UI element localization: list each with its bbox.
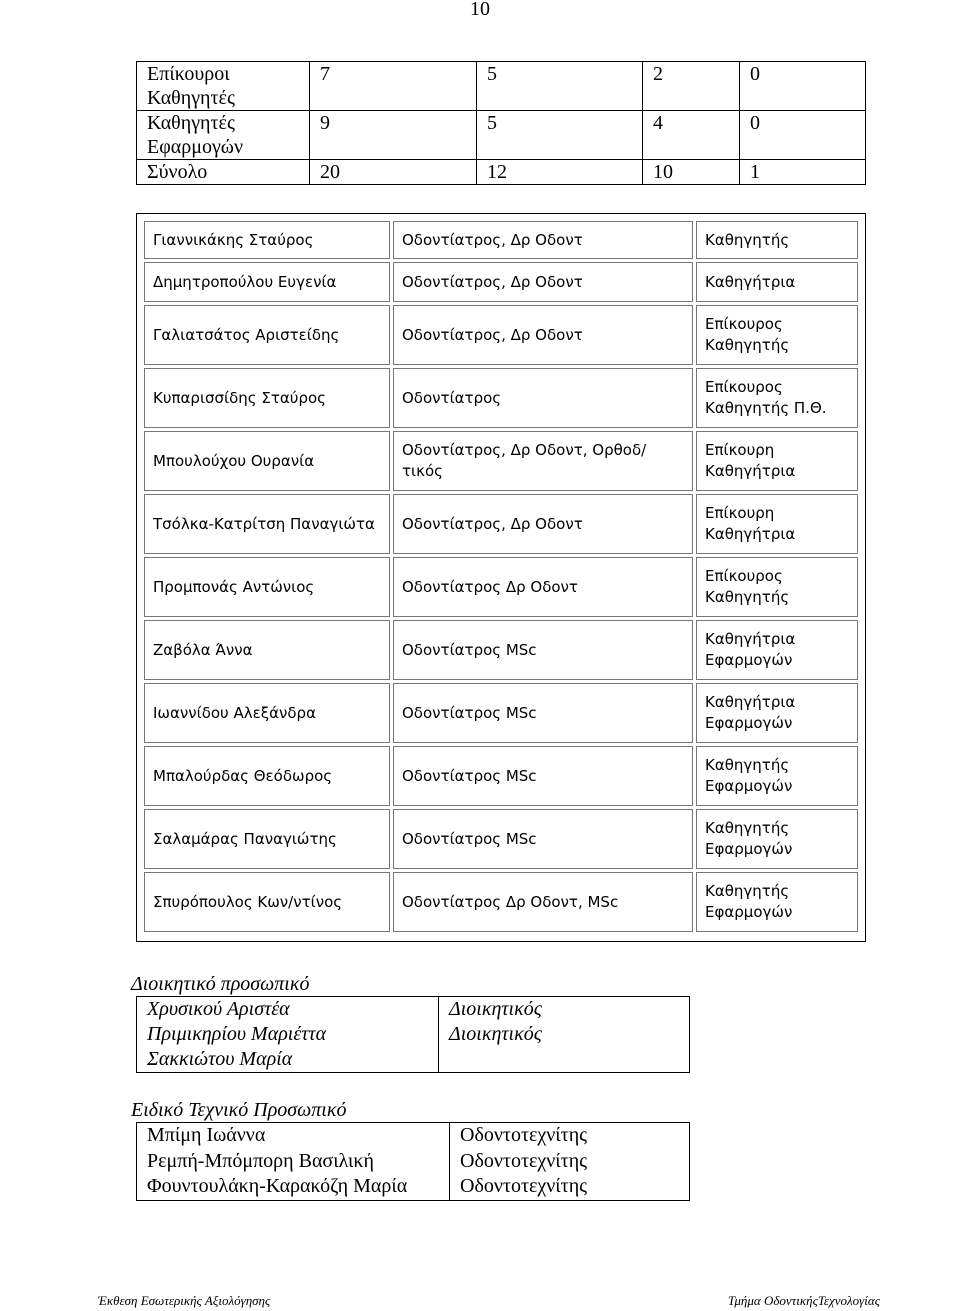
faculty-rank-line: Επίκουρη [705, 504, 775, 522]
faculty-rank-line: Επίκουρος [705, 315, 783, 333]
faculty-rank [696, 221, 858, 259]
faculty-rank-line: Επίκουρος [705, 378, 783, 396]
admin-staff-table [136, 996, 690, 1073]
faculty-name: Ζαβόλα Άννα [144, 620, 390, 680]
faculty-rank [696, 431, 858, 491]
table-row [137, 111, 866, 160]
faculty-rank-line: Καθηγήτρια [705, 272, 796, 291]
faculty-table [141, 218, 861, 935]
faculty-name: Κυπαρισσίδης Σταύρος [144, 368, 390, 428]
faculty-degree: Οδοντίατρος MSc [393, 620, 693, 680]
table-cell: 20 [310, 160, 477, 185]
table-cell: 12 [477, 160, 643, 185]
table-cell: 5 [477, 111, 643, 160]
faculty-rank [696, 683, 858, 743]
table-row [144, 620, 858, 680]
faculty-rank-line: Εφαρμογών [705, 840, 793, 858]
faculty-rank-line: Καθηγητής [705, 882, 790, 900]
table-row [137, 1123, 690, 1201]
faculty-rank [696, 368, 858, 428]
staff-role: Οδοντοτεχνίτης [460, 1175, 588, 1197]
staff-role: Διοικητικός [449, 998, 542, 1020]
table-row [144, 683, 858, 743]
faculty-degree: Οδοντίατρος, Δρ Οδοντ [393, 494, 693, 554]
table-row [144, 809, 858, 869]
table-row [144, 305, 858, 365]
table-cell: 9 [310, 111, 477, 160]
faculty-rank [696, 746, 858, 806]
faculty-name: Μπουλούχου Ουρανία [144, 431, 390, 491]
table-row [144, 431, 858, 491]
faculty-rank-line: Καθηγητής [705, 756, 790, 774]
staff-name: Σακκιώτου Μαρία [147, 1048, 293, 1070]
faculty-degree: Οδοντίατρος, Δρ Οδοντ, Ορθοδ/τικός [393, 431, 693, 491]
staff-roles-cell [450, 1123, 690, 1201]
technical-staff-table [136, 1122, 690, 1201]
faculty-degree: Οδοντίατρος Δρ Οδοντ [393, 557, 693, 617]
faculty-rank [696, 305, 858, 365]
table-cell: 2 [643, 62, 740, 111]
faculty-name: Ιωαννίδου Αλεξάνδρα [144, 683, 390, 743]
row-label-line: Καθηγητές [147, 87, 235, 109]
table-row [144, 262, 858, 302]
faculty-rank [696, 262, 858, 302]
faculty-rank-line: Εφαρμογών [705, 714, 793, 732]
row-label-line: Καθηγητές [147, 112, 235, 134]
table-row [144, 494, 858, 554]
table-cell: 1 [740, 160, 866, 185]
staff-role: Οδοντοτεχνίτης [460, 1124, 588, 1146]
faculty-name: Γαλιατσάτος Αριστείδης [144, 305, 390, 365]
row-label: Σύνολο [137, 160, 310, 185]
faculty-name: Τσόλκα-Κατρίτση Παναγιώτα [144, 494, 390, 554]
faculty-rank-line: Επίκουρος [705, 567, 783, 585]
staff-role: Οδοντοτεχνίτης [460, 1149, 588, 1172]
faculty-rank-line: Καθηγήτρια [705, 630, 796, 648]
faculty-name: Μπαλούρδας Θεόδωρος [144, 746, 390, 806]
row-label [137, 62, 310, 111]
staff-counts-table [136, 61, 866, 185]
faculty-degree: Οδοντίατρος MSc [393, 683, 693, 743]
staff-name: Μπίμη Ιωάννα [147, 1124, 266, 1146]
faculty-name: Σπυρόπουλος Κων/ντίνος [144, 872, 390, 932]
faculty-rank [696, 872, 858, 932]
faculty-degree: Οδοντίατρος, Δρ Οδοντ [393, 305, 693, 365]
table-cell: 4 [643, 111, 740, 160]
staff-name: Φουντουλάκη-Καρακόζη Μαρία [147, 1175, 408, 1197]
faculty-rank-line: Καθηγήτρια [705, 693, 796, 711]
faculty-degree: Οδοντίατρος, Δρ Οδοντ [393, 221, 693, 259]
faculty-name: Προμπονάς Αντώνιος [144, 557, 390, 617]
faculty-rank-line: Καθηγητής [705, 230, 790, 249]
staff-name: Ρεμπή-Μπόμπορη Βασιλική [147, 1149, 374, 1172]
table-row [137, 997, 690, 1073]
table-row [144, 746, 858, 806]
faculty-degree: Οδοντίατρος MSc [393, 809, 693, 869]
faculty-rank [696, 557, 858, 617]
row-label-line: Εφαρμογών [147, 136, 243, 158]
faculty-degree: Οδοντίατρος [393, 368, 693, 428]
faculty-name: Γιαννικάκης Σταύρος [144, 221, 390, 259]
faculty-rank-line: Εφαρμογών [705, 903, 793, 921]
footer-left: Έκθεση Εσωτερικής Αξιολόγησης [98, 1293, 271, 1308]
staff-names-cell [137, 1123, 450, 1201]
footer-right: Τμήμα ΟδοντικήςΤεχνολογίας [727, 1293, 880, 1308]
table-row [144, 221, 858, 259]
table-cell: 5 [477, 62, 643, 111]
page-number: 10 [470, 0, 490, 20]
table-cell: 0 [740, 111, 866, 160]
table-cell: 7 [310, 62, 477, 111]
table-cell: 0 [740, 62, 866, 111]
faculty-rank [696, 494, 858, 554]
faculty-name: Δημητροπούλου Ευγενία [144, 262, 390, 302]
table-row [137, 160, 866, 185]
faculty-rank-line: Εφαρμογών [705, 651, 793, 669]
table-row [137, 62, 866, 111]
faculty-rank-line: Καθηγητής [705, 588, 790, 606]
staff-name: Πριμικηρίου Μαριέττα [147, 1023, 327, 1045]
faculty-degree: Οδοντίατρος MSc [393, 746, 693, 806]
table-row [144, 557, 858, 617]
faculty-degree: Οδοντίατρος, Δρ Οδοντ [393, 262, 693, 302]
faculty-rank-line: Καθηγήτρια [705, 462, 796, 480]
faculty-degree: Οδοντίατρος Δρ Οδοντ, MSc [393, 872, 693, 932]
faculty-rank-line: Επίκουρη [705, 441, 775, 459]
table-row [144, 368, 858, 428]
admin-staff-title: Διοικητικό προσωπικό [131, 973, 310, 995]
faculty-rank [696, 809, 858, 869]
table-row [144, 872, 858, 932]
staff-role: Διοικητικός [449, 1023, 542, 1045]
faculty-table-frame [136, 213, 866, 942]
staff-names-cell [137, 997, 439, 1073]
technical-staff-title: Ειδικό Τεχνικό Προσωπικό [131, 1099, 347, 1121]
row-label-line: Επίκουροι [147, 63, 230, 85]
faculty-name: Σαλαμάρας Παναγιώτης [144, 809, 390, 869]
faculty-rank-line: Καθηγήτρια [705, 525, 796, 543]
faculty-rank-line: Καθηγητής Π.Θ. [705, 399, 827, 417]
table-cell: 10 [643, 160, 740, 185]
faculty-rank-line: Εφαρμογών [705, 777, 793, 795]
staff-name: Χρυσικού Αριστέα [147, 998, 290, 1020]
staff-roles-cell [439, 997, 690, 1073]
faculty-rank [696, 620, 858, 680]
faculty-rank-line: Καθηγητής [705, 336, 790, 354]
row-label [137, 111, 310, 160]
faculty-rank-line: Καθηγητής [705, 819, 790, 837]
